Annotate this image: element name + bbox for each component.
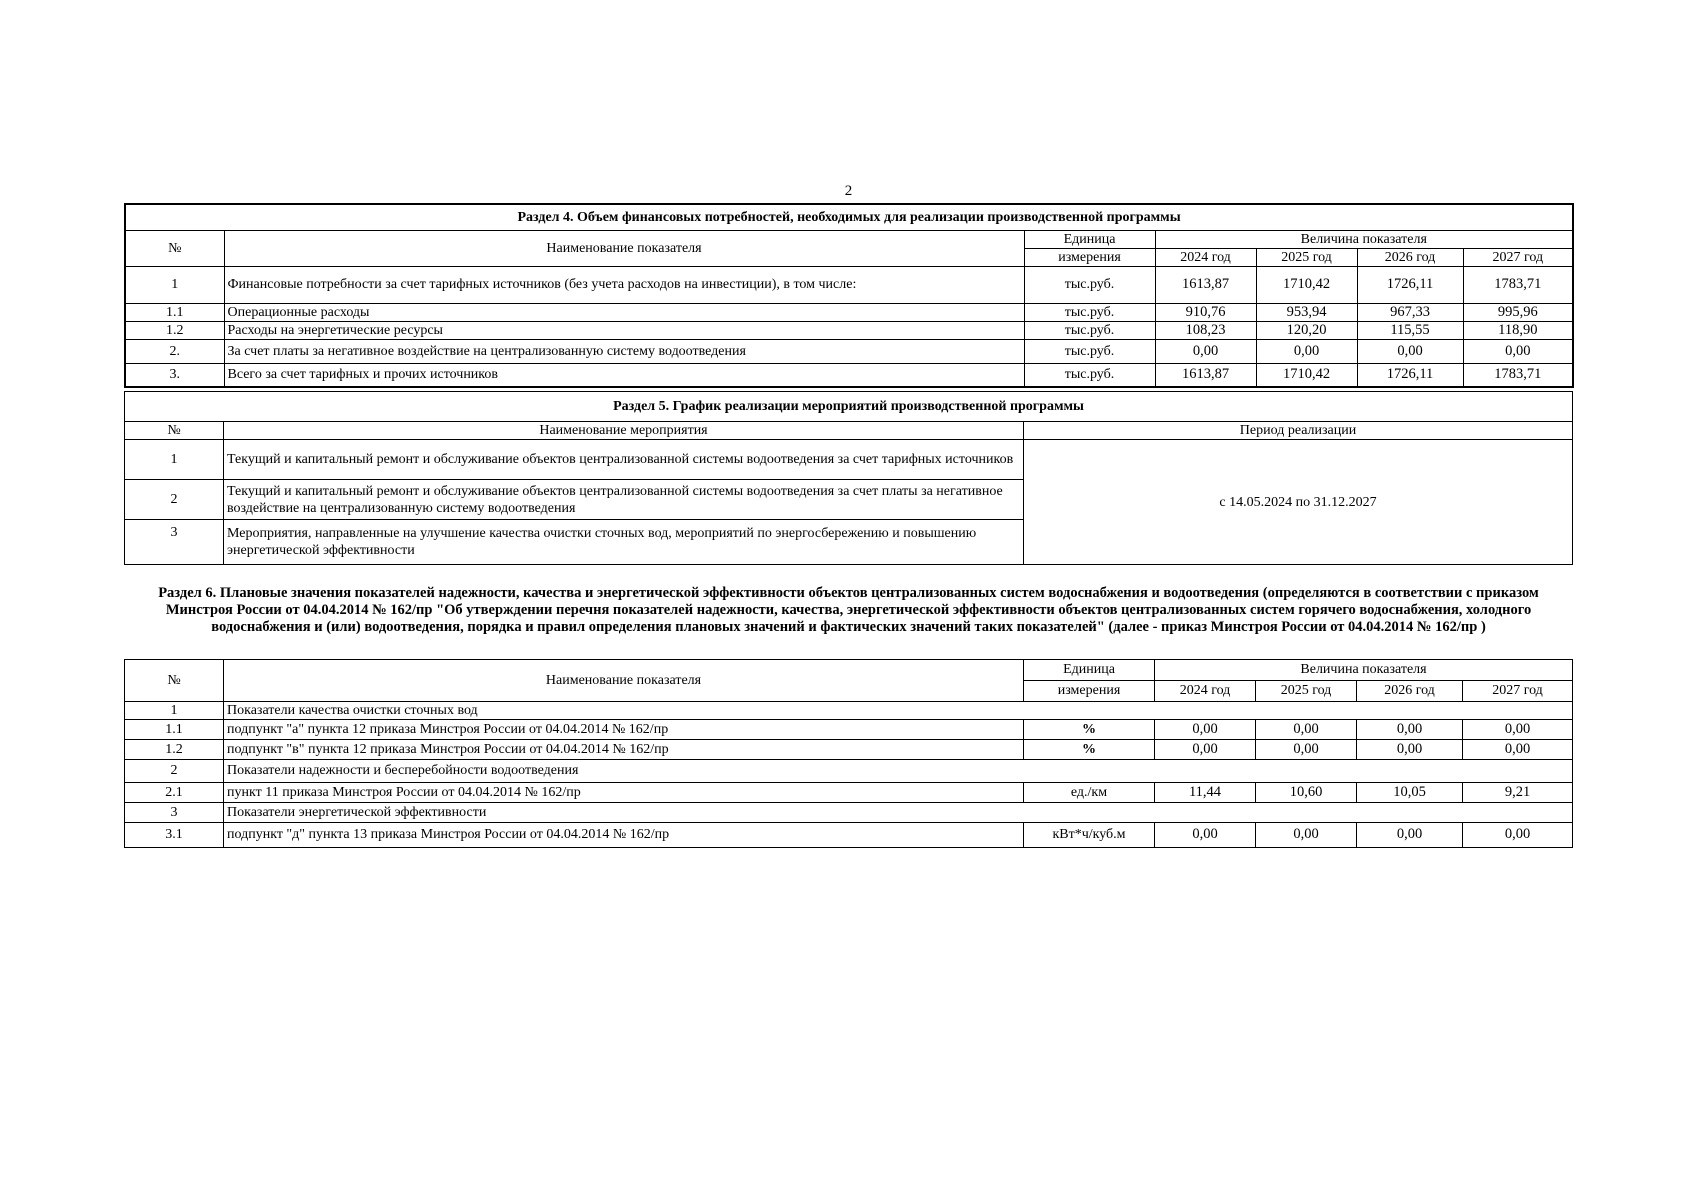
row-name: Финансовые потребности за счет тарифных источников (без учета расходов на инвестиции), в том числе:	[224, 266, 1024, 303]
section4-table	[124, 203, 1574, 388]
row-value: 0,00	[1357, 822, 1463, 847]
table-row	[125, 303, 1573, 321]
group-name: Показатели надежности и бесперебойности водоотведения	[224, 759, 1573, 782]
row-value: 118,90	[1463, 321, 1573, 339]
row-num: 2	[125, 480, 224, 520]
row-value: 0,00	[1463, 719, 1573, 739]
row-unit: %	[1024, 719, 1155, 739]
row-num: 1.1	[125, 303, 224, 321]
row-value: 0,00	[1463, 339, 1573, 363]
group-row	[125, 802, 1573, 822]
row-value: 0,00	[1357, 719, 1463, 739]
row-value: 9,21	[1463, 782, 1573, 802]
row-name: Всего за счет тарифных и прочих источников	[224, 363, 1024, 387]
row-value: 1710,42	[1256, 363, 1357, 387]
row-name: Расходы на энергетические ресурсы	[224, 321, 1024, 339]
row-value: 11,44	[1155, 782, 1256, 802]
header-value: Величина показателя	[1155, 659, 1573, 680]
row-num: 2.1	[125, 782, 224, 802]
row-unit: тыс.руб.	[1024, 266, 1155, 303]
group-name: Показатели качества очистки сточных вод	[224, 701, 1573, 719]
table-row	[125, 440, 1573, 480]
header-year: 2027 год	[1463, 248, 1573, 266]
row-num: 1	[125, 266, 224, 303]
row-value: 0,00	[1357, 739, 1463, 759]
row-name: подпункт "а" пункта 12 приказа Минстроя России от 04.04.2014 № 162/пр	[224, 719, 1024, 739]
table-row	[125, 822, 1573, 847]
table-row	[125, 739, 1573, 759]
row-num: 1.1	[125, 719, 224, 739]
table-row	[125, 339, 1573, 363]
header-unit-line2: измерения	[1024, 680, 1155, 701]
row-unit: ед./км	[1024, 782, 1155, 802]
table-row	[125, 782, 1573, 802]
row-unit: тыс.руб.	[1024, 363, 1155, 387]
row-name: Мероприятия, направленные на улучшение качества очистки сточных вод, мероприятий по энергосбережению и повышению энергетической эффективности	[224, 520, 1024, 565]
group-name: Показатели энергетической эффективности	[224, 802, 1573, 822]
row-num: 2.	[125, 339, 224, 363]
table-row	[125, 363, 1573, 387]
header-year: 2025 год	[1256, 248, 1357, 266]
group-num: 3	[125, 802, 224, 822]
header-year: 2027 год	[1463, 680, 1573, 701]
header-unit-line1: Единица	[1024, 230, 1155, 248]
header-value: Величина показателя	[1155, 230, 1573, 248]
row-value: 0,00	[1256, 822, 1357, 847]
row-value: 0,00	[1155, 719, 1256, 739]
row-unit: %	[1024, 739, 1155, 759]
header-num: №	[125, 230, 224, 266]
row-value: 1783,71	[1463, 363, 1573, 387]
table-row	[125, 321, 1573, 339]
group-num: 2	[125, 759, 224, 782]
header-period: Период реализации	[1024, 422, 1573, 440]
table-row	[125, 719, 1573, 739]
row-value: 1613,87	[1155, 363, 1256, 387]
header-num: №	[125, 422, 224, 440]
header-unit-line1: Единица	[1024, 659, 1155, 680]
row-name: подпункт "д" пункта 13 приказа Минстроя России от 04.04.2014 № 162/пр	[224, 822, 1024, 847]
row-name: Операционные расходы	[224, 303, 1024, 321]
row-name: пункт 11 приказа Минстроя России от 04.04.2014 № 162/пр	[224, 782, 1024, 802]
row-num: 3	[125, 520, 224, 565]
row-unit: кВт*ч/куб.м	[1024, 822, 1155, 847]
group-row	[125, 701, 1573, 719]
row-unit: тыс.руб.	[1024, 339, 1155, 363]
period-value: с 14.05.2024 по 31.12.2027	[1024, 440, 1573, 565]
row-value: 1613,87	[1155, 266, 1256, 303]
section4-title: Раздел 4. Объем финансовых потребностей, необходимых для реализации производственной программы	[125, 204, 1573, 230]
group-num: 1	[125, 701, 224, 719]
header-year: 2026 год	[1357, 248, 1463, 266]
row-value: 967,33	[1357, 303, 1463, 321]
row-value: 10,60	[1256, 782, 1357, 802]
row-name: подпункт "в" пункта 12 приказа Минстроя России от 04.04.2014 № 162/пр	[224, 739, 1024, 759]
section5-table	[124, 391, 1573, 565]
row-num: 1.2	[125, 321, 224, 339]
row-name: Текущий и капитальный ремонт и обслуживание объектов централизованной системы водоотведения за счет тарифных источников	[224, 440, 1024, 480]
row-num: 3.	[125, 363, 224, 387]
row-unit: тыс.руб.	[1024, 303, 1155, 321]
row-value: 0,00	[1463, 739, 1573, 759]
header-num: №	[125, 659, 224, 701]
row-value: 910,76	[1155, 303, 1256, 321]
header-name: Наименование показателя	[224, 230, 1024, 266]
row-value: 1726,11	[1357, 266, 1463, 303]
row-value: 995,96	[1463, 303, 1573, 321]
table-row	[125, 266, 1573, 303]
row-value: 1783,71	[1463, 266, 1573, 303]
header-year: 2024 год	[1155, 248, 1256, 266]
header-year: 2024 год	[1155, 680, 1256, 701]
row-value: 953,94	[1256, 303, 1357, 321]
row-num: 1.2	[125, 739, 224, 759]
section6-title: Раздел 6. Плановые значения показателей надежности, качества и энергетической эффективности объектов централизованных систем водоснабжения и водоотведения (определяются в соответствии с приказом Минстроя России от 04.04.2014 № 162/пр "Об утверждении перечня показателей надежности, качества, энергетической эффективности объектов централизованных систем горячего водоснабжения, холодного водоснабжения и (или) водоотведения, порядка и правил определения плановых значений и фактических значений таких показателей" (далее - приказ Минстроя России от 04.04.2014 № 162/пр )	[158, 585, 1539, 636]
row-value: 0,00	[1155, 739, 1256, 759]
header-unit-line2: измерения	[1024, 248, 1155, 266]
row-value: 108,23	[1155, 321, 1256, 339]
row-value: 0,00	[1463, 822, 1573, 847]
group-row	[125, 759, 1573, 782]
header-year: 2025 год	[1256, 680, 1357, 701]
row-value: 1726,11	[1357, 363, 1463, 387]
row-value: 0,00	[1357, 339, 1463, 363]
header-name: Наименование показателя	[224, 659, 1024, 701]
row-name: Текущий и капитальный ремонт и обслуживание объектов централизованной системы водоотведения за счет платы за негативное воздействие на централизованную систему водоотведения	[224, 480, 1024, 520]
row-name: За счет платы за негативное воздействие на централизованную систему водоотведения	[224, 339, 1024, 363]
row-unit: тыс.руб.	[1024, 321, 1155, 339]
section6-table	[124, 563, 1573, 848]
row-value: 0,00	[1256, 719, 1357, 739]
row-value: 10,05	[1357, 782, 1463, 802]
section5-title: Раздел 5. График реализации мероприятий производственной программы	[125, 392, 1573, 422]
row-num: 1	[125, 440, 224, 480]
row-num: 3.1	[125, 822, 224, 847]
page-number: 2	[844, 183, 853, 199]
row-value: 0,00	[1155, 822, 1256, 847]
header-year: 2026 год	[1357, 680, 1463, 701]
row-value: 120,20	[1256, 321, 1357, 339]
row-value: 0,00	[1256, 339, 1357, 363]
row-value: 1710,42	[1256, 266, 1357, 303]
header-name: Наименование мероприятия	[224, 422, 1024, 440]
row-value: 115,55	[1357, 321, 1463, 339]
row-value: 0,00	[1256, 739, 1357, 759]
row-value: 0,00	[1155, 339, 1256, 363]
